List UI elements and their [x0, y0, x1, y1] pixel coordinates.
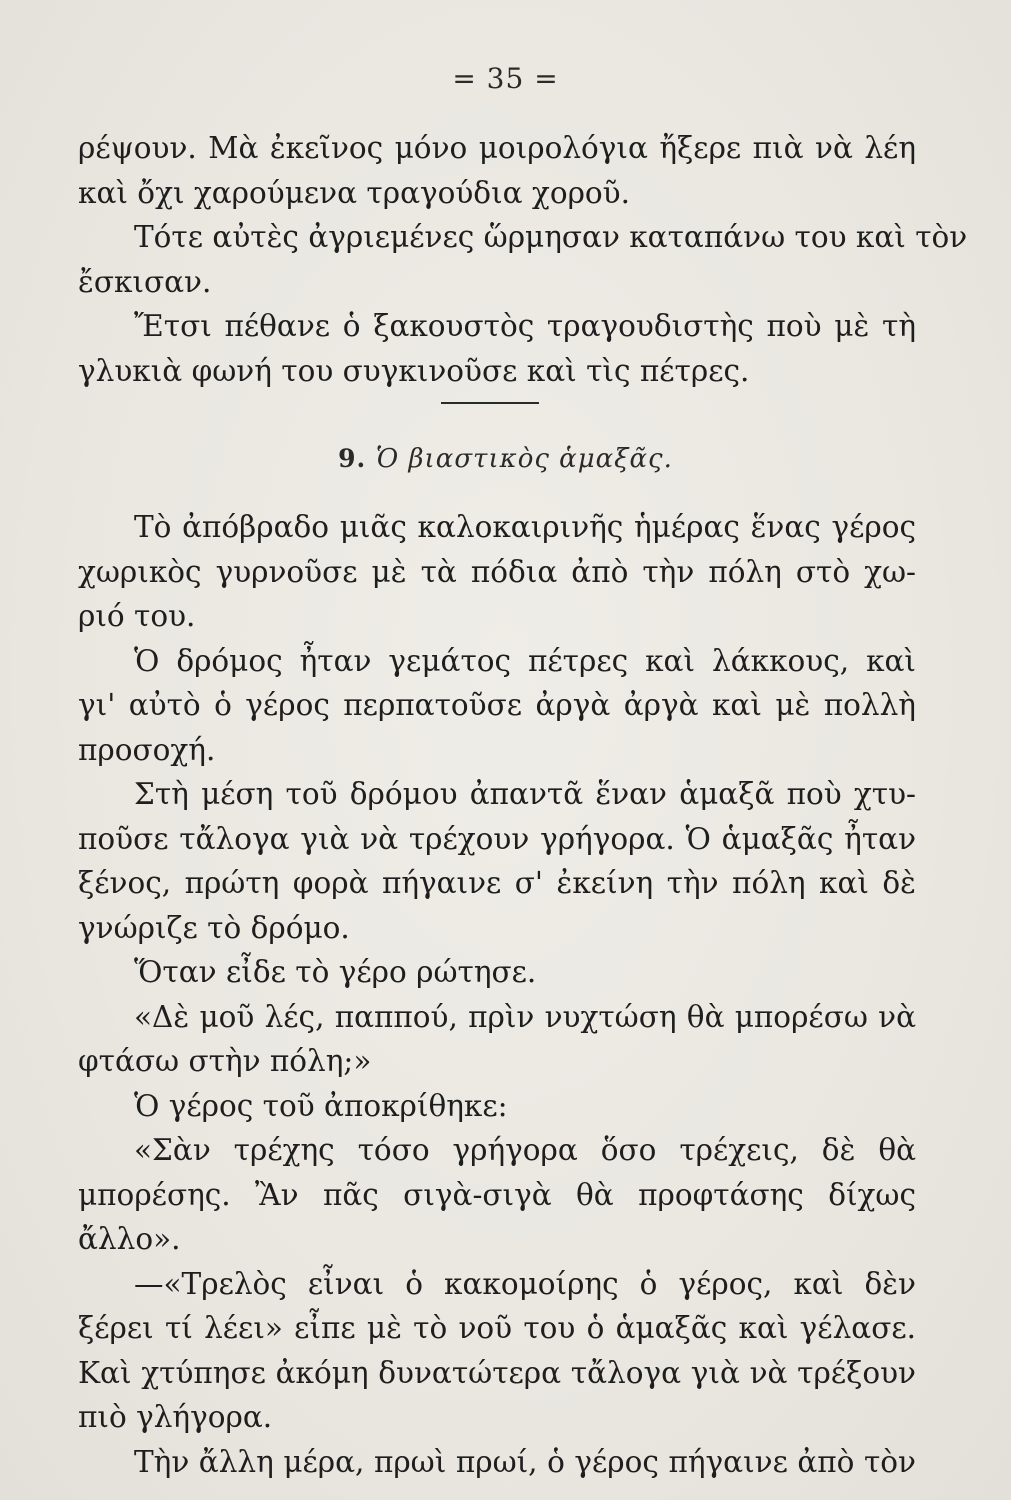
text-line: ἄλλο». [78, 1222, 181, 1256]
paragraphs-top [78, 126, 968, 393]
text-line: ριό του. [78, 599, 196, 633]
text-line: φτάσω στὴν πόλη;» [78, 1044, 372, 1078]
text-line: γι' αὐτὸ ὁ γέρος περπατοῦσε ἀργὰ ἀργὰ καὶ μὲ πολλὴ [78, 688, 916, 722]
text-line: ρέψουν. Μὰ ἐκεῖνος μόνο μοιρολόγια ἤξερε πιὰ νὰ λέη [78, 131, 916, 165]
text-line: γλυκιὰ φωνή του συγκινοῦσε καὶ τὶς πέτρες. [78, 353, 750, 388]
text-line: καὶ ὄχι χαρούμενα τραγούδια χοροῦ. [78, 175, 630, 210]
section-number: 9. [338, 444, 367, 473]
text-line: Ὁ δρόμος ἦταν γεμάτος πέτρες καὶ λάκκους, καὶ [134, 643, 916, 678]
text-line: Καὶ χτύπησε ἀκόμη δυνατώτερα τἄλογα γιὰ νὰ τρέξουν [78, 1355, 916, 1390]
section-title: Ὁ βιαστικὸς ἁμαξᾶς. [375, 444, 673, 474]
text-line: «Σὰν τρέχης τόσο γρήγορα ὅσο τρέχεις, δὲ θὰ [134, 1133, 916, 1167]
text-line: Ἔτσι πέθανε ὁ ξακουστὸς τραγουδιστὴς ποὺ μὲ τὴ [134, 309, 916, 343]
text-line: Ὁ γέρος τοῦ ἀποκρίθηκε: [134, 1088, 508, 1123]
text-line: ποῦσε τἄλογα γιὰ νὰ τρέχουν γρήγορα. Ὁ ἁμαξᾶς ἦταν [78, 821, 916, 856]
text-line: πιὸ γλήγορα. [78, 1400, 273, 1434]
paragraphs-main [78, 505, 916, 1484]
text-line: Τότε αὐτὲς ἀγριεμένες ὥρμησαν καταπάνω του καὶ τὸν [134, 220, 968, 254]
page-number: = 35 = [452, 62, 559, 95]
section-divider [441, 402, 539, 404]
text-line: «Δὲ μοῦ λές, παππού, πρὶν νυχτώση θὰ μπορέσω νὰ [134, 999, 916, 1034]
text-line: Στὴ μέση τοῦ δρόμου ἀπαντᾶ ἕναν ἁμαξᾶ ποὺ χτυ- [134, 777, 916, 811]
text-line: ξένος, πρώτη φορὰ πήγαινε σ' ἐκείνη τὴν πόλη καὶ δὲ [78, 866, 916, 900]
text-line: Τὸ ἀπόβραδο μιᾶς καλοκαιρινῆς ἡμέρας ἕνας γέρος [134, 510, 916, 544]
text-line: γνώριζε τὸ δρόμο. [78, 910, 350, 945]
text-line: προσοχή. [78, 732, 216, 767]
text-line: ἔσκισαν. [78, 264, 212, 299]
text-line: —«Τρελὸς εἶναι ὁ κακομοίρης ὁ γέρος, καὶ δὲν [134, 1266, 916, 1301]
text-line: Ὅταν εἶδε τὸ γέρο ρώτησε. [134, 955, 537, 989]
text-line: μπορέσης. Ἂν πᾶς σιγὰ-σιγὰ θὰ προφτάσης δίχως [78, 1177, 916, 1212]
section-heading [0, 444, 1011, 474]
text-line: Τὴν ἄλλη μέρα, πρωὶ πρωί, ὁ γέρος πήγαινε ἀπὸ τὸν [134, 1444, 916, 1479]
text-line: ξέρει τί λέει» εἶπε μὲ τὸ νοῦ του ὁ ἁμαξᾶς καὶ γέλασε. [78, 1311, 916, 1345]
text-line: χωρικὸς γυρνοῦσε μὲ τὰ πόδια ἀπὸ τὴν πόλη στὸ χω- [78, 554, 916, 589]
